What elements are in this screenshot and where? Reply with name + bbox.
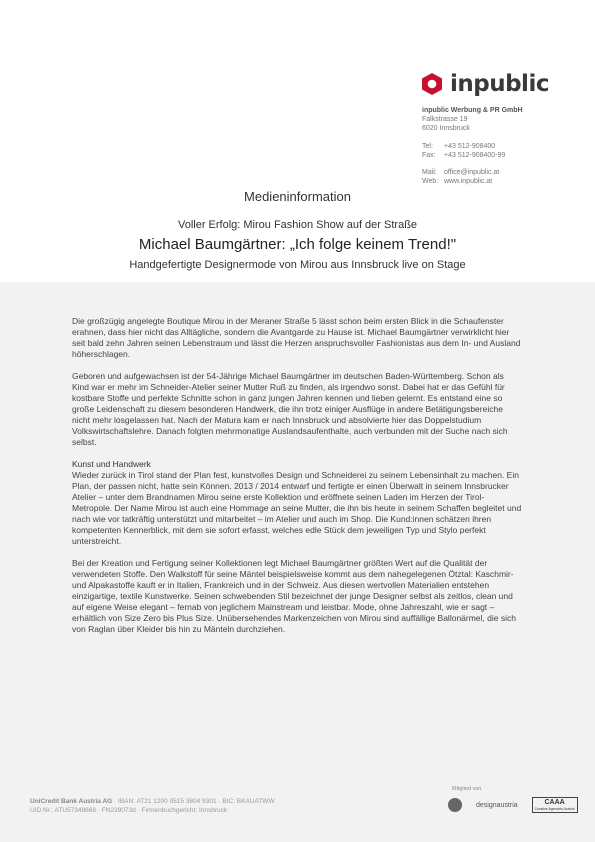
- fax-label: Fax:: [422, 151, 436, 159]
- member-logo-caaa: [532, 797, 578, 813]
- fax-row: [422, 151, 592, 160]
- caaa-subtext: Creative Agencies Austria: [534, 807, 575, 811]
- city: 6020 Innsbruck: [422, 125, 470, 133]
- bank-name: UniCredit Bank Austria AG: [30, 798, 113, 805]
- street: Falkstrasse 19: [422, 116, 468, 124]
- article-body: [72, 316, 522, 646]
- member-logo-circle-icon: [448, 798, 462, 812]
- web-label: Web:: [422, 178, 439, 186]
- web-row: [422, 177, 592, 186]
- headline: Michael Baumgärtner: „Ich folge keinem Trend!": [138, 236, 457, 253]
- member-logo-designaustria: designaustria: [476, 801, 518, 809]
- document-type: Medieninformation: [244, 189, 351, 204]
- web-link[interactable]: www.inpublic.at: [444, 178, 493, 186]
- section-heading: Kunst und Handwerk: [72, 459, 151, 469]
- paragraph-intro: Die großzügig angelegte Boutique Mirou in der Meraner Straße 5 lässt schon beim ersten Blick in die Schaufenster erahnen, dass hier nicht das Alltägliche, sondern die Avantgarde zu Hause ist. Michael Baumgärtner verwirklicht hier seit bald zehn Jahren seinen Lebenstraum und lässt die Herzen anspruchsvoller Fashionistas aus dem In- und Ausland höherschlagen.: [72, 316, 521, 359]
- member-label: Mitglied von: [452, 786, 482, 792]
- fax-value: +43 512-908400-99: [444, 151, 506, 159]
- company-name: inpublic Werbung & PR GmbH: [422, 107, 523, 114]
- paragraph-craft: Wieder zurück in Tirol stand der Plan fest, kunstvolles Design und Schneiderei zu seinem Lebensinhalt zu machen. Ein Plan, der passen nicht, hatte sein Können. 2013 / 2014 entwarf und fertigte er einen Überwalt in seinem Innsbrucker Atelier – unter dem Brandnamen Mirou seine erste Kollektion und eröffnete seinen Laden im Herzen der Tirol-Metropole. Der Name Mirou ist auch eine Hommage an seine Mutter, die ihn bis heute in seinem Schaffen begleitet und nach wie vor tatkräftig unterstützt und mitarbeitet – im Atelier und auch im Shop. Die Kund:innen schätzen ihren kompetenten Kennerblick, mit dem sie sofort erfasst, welches edle Stück dem jeweiligen Typ und Stylo perfekt unterstreicht.: [72, 470, 522, 546]
- company-register: UID Nr.: ATU57348668 · FN239073d · Firmenbuchgericht: Innsbruck: [30, 807, 228, 814]
- footer-bank-info: [30, 797, 410, 815]
- paragraph-biography: Geboren und aufgewachsen ist der 54-Jährige Michael Baumgärtner im deutschen Baden-Württemberg. Schon als Kind war er mehr im Schneider-Atelier seiner Mutter Ruß zu finden, als irgendwo sonst. Dabei hat er das Gefühl für kostbare Stoffe und perfekte Schnitte schon in ganz jungen Jahren kennen und lieben gelernt. Es entstand eine so große Leidenschaft zu diesem besonderen Handwerk, die ihn trotz einiger Ausflüge in andere Betätigungsbereiche nicht mehr losgelassen hat. Nach der Matura kam er nach Innsbruck und absolvierte hier das Doppelstudium Volkswirtschaftslehre. Danach folgten mehrmonatige Auslandsaufenthalte, auch verbunden mit der Suche nach sich selbst.: [72, 371, 508, 447]
- inpublic-logo-icon: [420, 72, 444, 96]
- caaa-text: CAAA: [544, 799, 565, 806]
- paragraph-materials: Bei der Kreation und Fertigung seiner Kollektionen legt Michael Baumgärtner größten Wert auf die Qualität der verwendeten Stoffe. Den Walkstoff für seine Mäntel beispielsweise kommt aus dem nahegelegenen Ötztal: Kaschmir- und Alpakastoffe kauft er in Italien, Frankreich und in der Schweiz. Aus diesen wertvollen Materialien entstehen einzigartige, textile Kunstwerke. Seinen schwebenden Stil bezeichnet der junge Designer selbst als zeitlos, clean und auf eigene Weise elegant – fernab von jeglichem Mainstream und leistbar. Mode, ohne Jahreszahl, wie er sagt – erhältlich von Size Zero bis Plus Size. Unübersehendes Markenzeichen von Mirou sind auffällige Ballonärmel, die sich von Raglan über Kleider bis hin zu Mänteln durchziehen.: [72, 558, 516, 634]
- contact-block: [422, 106, 592, 186]
- brand-logo: [420, 72, 549, 96]
- brand-name: inpublic: [450, 71, 549, 97]
- subtitle: Voller Erfolg: Mirou Fashion Show auf der Straße: [177, 219, 418, 231]
- tel-label: Tel:: [422, 142, 433, 150]
- mail-row: [422, 168, 592, 177]
- mail-label: Mail:: [422, 169, 437, 177]
- mail-link[interactable]: office@inpublic.at: [444, 169, 500, 177]
- tel-row: [422, 142, 592, 151]
- tel-value: +43 512-908400: [444, 142, 496, 150]
- teaser: Handgefertigte Designermode von Mirou aus Innsbruck live on Stage: [129, 259, 466, 271]
- bank-details: · IBAN: AT21 1200 0515 3804 9301 · BIC: BKAUATWW: [114, 798, 275, 805]
- member-logos: [448, 797, 578, 813]
